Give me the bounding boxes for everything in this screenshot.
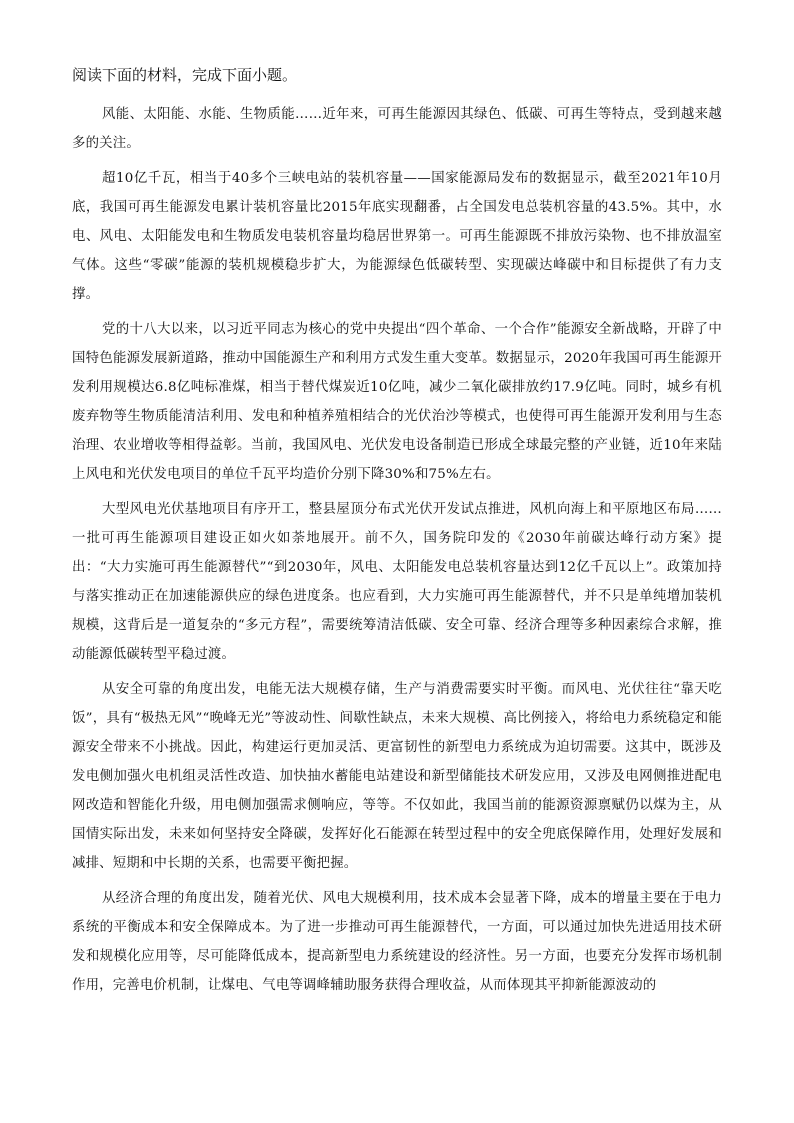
paragraph-3: 党的十八大以来，以习近平同志为核心的党中央提出“四个革命、一个合作”能源安全新战略，开辟了中国特色能源发展新道路，推动中国能源生产和利用方式发生重大变革。数据显示，2020年我国可再生能源开发利用规模达6.8亿吨标准煤，相当于替代煤炭近10亿吨，减少二氧化碳排放约17.9亿吨。同时，城乡有机废弃物等生物质能清洁利用、发电和种植养殖相结合的光伏治沙等模式，也使得可再生能源开发利用与生态治理、农业增收等相得益彰。当前，我国风电、光伏发电设备制造已形成全球最完整的产业链，近10年来陆上风电和光伏发电项目的单位千瓦平均造价分别下降30%和75%左右。 xyxy=(72,322,722,482)
reading-instruction: 阅读下面的材料，完成下面小题。 xyxy=(72,66,298,84)
paragraph-6: 从经济合理的角度出发，随着光伏、风电大规模利用，技术成本会显著下降，成本的增量主要在于电力系统的平衡成本和安全保障成本。为了进一步推动可再生能源替代，一方面，可以通过加快先进适用技术研发和规模化应用等，尽可能降低成本，提高新型电力系统建设的经济性。另一方面，也要充分发挥市场机制作用，完善电价机制，让煤电、气电等调峰辅助服务获得合理收益，从而体现其平抑新能源波动的 xyxy=(72,891,722,993)
paragraph-1: 风能、太阳能、水能、生物质能……近年来，可再生能源因其绿色、低碳、可再生等特点，受到越来越多的关注。 xyxy=(72,107,722,151)
paragraph-4: 大型风电光伏基地项目有序开工，整县屋顶分布式光伏开发试点推进，风机向海上和平原地区布局……一批可再生能源项目建设正如火如荼地展开。前不久，国务院印发的《2030年前碳达峰行动方案》提出：“大力实施可再生能源替代”“到2030年，风电、太阳能发电总装机容量达到12亿千瓦以上”。政策加持与落实推动正在加速能源供应的绿色进度条。也应看到，大力实施可再生能源替代，并不只是单纯增加装机规模，这背后是一道复杂的“多元方程”，需要统筹清洁低碳、安全可靠、经济合理等多种因素综合求解，推动能源低碳转型平稳过渡。 xyxy=(72,502,722,662)
paragraph-2: 超10亿千瓦，相当于40多个三峡电站的装机容量——国家能源局发布的数据显示，截至2021年10月底，我国可再生能源发电累计装机容量比2015年底实现翻番，占全国发电总装机容量的43.5%。其中，水电、风电、太阳能发电和生物质发电装机容量均稳居世界第一。可再生能源既不排放污染物、也不排放温室气体。这些“零碳”能源的装机规模稳步扩大，为能源绿色低碳转型、实现碳达峰碳中和目标提供了有力支撑。 xyxy=(72,171,722,302)
paragraph-5: 从安全可靠的角度出发，电能无法大规模存储，生产与消费需要实时平衡。而风电、光伏往往“靠天吃饭”，具有“极热无风”“晚峰无光”等波动性、间歇性缺点，未来大规模、高比例接入，将给电力系统稳定和能源安全带来不小挑战。因此，构建运行更加灵活、更富韧性的新型电力系统成为迫切需要。这其中，既涉及发电侧加强火电机组灵活性改造、加快抽水蓄能电站建设和新型储能技术研发应用，又涉及电网侧推进配电网改造和智能化升级，用电侧加强需求侧响应，等等。不仅如此，我国当前的能源资源禀赋仍以煤为主，从国情实际出发，未来如何坚持安全降碳，发挥好化石能源在转型过程中的安全兜底保障作用，处理好发展和减排、短期和中长期的关系，也需要平衡把握。 xyxy=(72,682,722,871)
